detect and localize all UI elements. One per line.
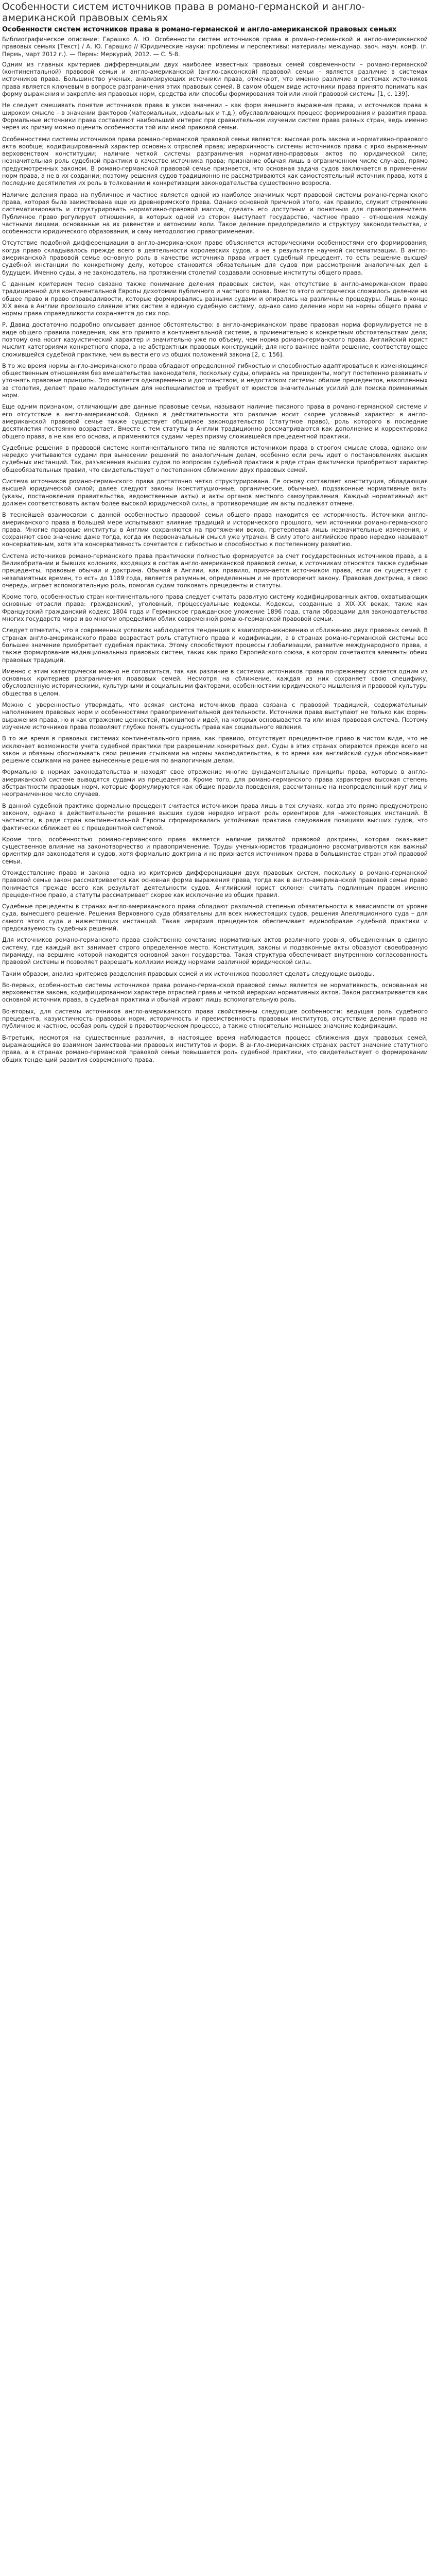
article-paragraph: Во-первых, особенностью системы источников права романо-германской правовой семьи является ее нормативность, основанная на верховенстве закона, кодифицированном характере отраслей права и четкой иерархии нормативных актов. Закон рассматривается как основной источник права, а судебная практика и обычай играют лишь вспомогательную роль.	[2, 981, 428, 1004]
article-paragraph: Кроме того, особенностью стран континентального права следует считать развитую систему кодифицированных актов, охватывающих основные отрасли права: гражданский, уголовный, процессуальные кодексы. Кодексы, созданные в XIX–XX веках, такие как Французский гражданский кодекс 1804 года и Германское гражданское уложение 1896 года, стали образцами для законодательства многих государств мира и во многом определили облик современной романо-германской правовой семьи.	[2, 594, 428, 623]
article-paragraph: Система источников романо-германского права достаточно четко структурирована. Ее основу составляет конституция, обладающая высшей юридической силой; далее следуют законы (конституционные, органические, обычные), подзаконные нормативные акты (указы, постановления правительства, ведомственные акты) и акты органов местного самоуправления. Каждый нормативный акт должен соответствовать актам более высокой юридической силы, а противоречащие им акты подлежат отмене.	[2, 478, 428, 507]
article-paragraph: Система источников романо-германского права практически полностью формируется за счет государственных источников права, а в Великобритании и бывших колониях, входящих в состав англо-американской правовой семьи, к источникам относятся также судебные прецеденты, правовые обычаи и доктрина. Обычай в Англии, как правило, признается источником права, если он существует с незапамятных времен, то есть до 1189 года, является разумным, определенным и не противоречит закону. Правовая доктрина, в свою очередь, играет вспомогательную роль, помогая судам толковать прецеденты и статуты.	[2, 552, 428, 589]
article-paragraph: В то же время нормы англо-американского права обладают определенной гибкостью и способностью адаптироваться к изменяющимся общественным отношениям без вмешательства законодателя, поскольку суды, опираясь на прецеденты, могут постепенно развивать и уточнять правовые принципы. Это является одновременно и достоинством, и недостатком системы: обилие прецедентов, накопленных за столетия, делает право малодоступным для неспециалистов и требует от юристов значительных усилий для поиска применимых норм.	[2, 362, 428, 399]
article-paragraph: Особенностями системы источников права романо-германской правовой семьи являются: высокая роль закона и нормативно-правового акта вообще; кодифицированный характер основных отраслей права; иерархичность системы источников права с ярко выраженным верховенством конституции; наличие четкой системы разграничения нормативно-правовых актов по юридической силе; незначительная роль судебной практики в качестве источника права; признание обычая лишь в ограниченном числе случаев, прямо предусмотренных законом. В романо-германской правовой семье признается, что основная задача судов заключается в применении норм права, а не в их создании; поэтому решения судов традиционно не рассматриваются как самостоятельный источник права, хотя в последние десятилетия их роль в толковании и конкретизации законодательства существенно возросла.	[2, 135, 428, 187]
article-paragraph: Именно с этим категорически можно не согласиться, так как различие в системах источников права по-прежнему остается одним из основных критериев разграничения правовых семей. Несмотря на сближение, каждая из них сохраняет свою специфику, обусловленную историческими, культурными и социальными факторами, особенностями юридического мышления и правовой культуры общества в целом.	[2, 668, 428, 697]
article-paragraph: В данной судебной практике формально прецедент считается источником права лишь в тех случаях, когда это прямо предусмотрено законом, однако в действительности решения высших судов нередко играют роль ориентиров для нижестоящих инстанций. В частности, в ряде стран континентальной Европы сформировалась устойчивая практика следования позициям высших судов, что фактически сближает ее с прецедентной системой.	[2, 802, 428, 832]
article-paragraph: Еще одним признаком, отличающим две данные правовые семьи, называют наличие писаного права в романо-германской системе и его отсутствие в англо-американской. Однако в действительности это различие носит скорее условный характер: в англо-американской правовой семье также существует обширное законодательство (статутное право), роль которого в последние десятилетия постоянно возрастает. Вместе с тем статуты в Англии традиционно рассматриваются как дополнение и корректировка общего права, а не как его основа, и применяются судами через призму сложившейся прецедентной практики.	[2, 403, 428, 440]
article-paragraph: Одним из главных критериев дифференциации двух наиболее известных правовых семей современности – романо-германской (континентальной) правовой семьи и англо-американской (англо-саксонской) правовой семьи – является различие в системах источников права. Большинство ученых, анализирующих источники права, отмечают, что именно различие в системах источников права является ключевым в вопросе разграничения этих правовых семей. В самом общем виде источники права принято понимать как форму выражения и закрепления правовых норм, средства или способы формирования той или иной правовой системы [1, с. 139].	[2, 61, 428, 98]
article-body	[2, 61, 428, 1064]
bibliographic-description: Библиографическое описание: Гарашко А. Ю. Особенности систем источников права в романо-германской и англо-американской правовых семьях [Текст] / А. Ю. Гарашко // Юридические науки: проблемы и перспективы: материалы междунар. заоч. науч. конф. (г. Пермь, март 2012 г.). — Пермь: Меркурий, 2012. — С. 5-8.	[2, 36, 428, 58]
article-paragraph: Кроме того, особенностью романо-германского права является наличие развитой правовой доктрины, которая оказывает существенное влияние на законотворчество и правоприменение. Труды ученых-юристов традиционно рассматриваются как важный ориентир для законодателя и судов, хотя формально доктрина и не признается источником права в большинстве стран этой правовой семьи.	[2, 836, 428, 865]
article-paragraph: Во-вторых, для системы источников англо-американского права свойственны следующие особенности: ведущая роль судебного прецедента, казуистичность правовых норм, историчность и преемственность правовых институтов, отсутствие деления права на публичное и частное, особая роль судей в правотворческом процессе, а также относительно меньшее значение кодификации.	[2, 1008, 428, 1030]
article-paragraph: Таким образом, анализ критериев разделения правовых семей и их источников позволяет сделать следующие выводы.	[2, 970, 375, 977]
article-paragraph: Формально в нормах законодательства и находят свое отражение многие фундаментальные принципы права, которые в англо-американской системе выводятся судами из прецедентов. Кроме того, для романо-германского права характерна высокая степень абстрактности правовых норм, которые формулируются как общие правила поведения, рассчитанные на неопределенный круг лиц и неограниченное число случаев.	[2, 769, 428, 798]
article-paragraph: В теснейшей взаимосвязи с данной особенностью правовой семьи общего права находится ее историчность. Источники англо-американского права в большей мере испытывают влияние традиций и исторического прошлого, чем источники романо-германского права. Многие правовые институты в Англии сохраняются на протяжении веков, претерпевая лишь незначительные изменения, и сохраняют свое значение даже тогда, когда их первоначальный смысл уже утрачен. В силу этого английское право нередко называют консервативным, хотя эта консервативность сочетается с гибкостью и способностью к постепенному развитию.	[2, 512, 428, 548]
article-paragraph: В-третьих, несмотря на существенные различия, в настоящее время наблюдается процесс сближения двух правовых семей, выражающийся во взаимном заимствовании правовых институтов и форм. В англо-американских странах растет значение статутного права, а в странах романо-германской правовой семьи повышается роль судебной практики, что свидетельствует о формировании общих тенденций развития современного права.	[2, 1034, 428, 1063]
article-paragraph: Для источников романо-германского права свойственно сочетание нормативных актов различного уровня, объединенных в единую систему, где каждый акт занимает строго определенное место. Конституция, законы и подзаконные акты образуют своеобразную пирамиду, на вершине которой находится основной закон государства. Такая структура обеспечивает внутреннюю согласованность правовой системы и позволяет разрешать коллизии между нормами различной юридической силы.	[2, 937, 428, 966]
article-paragraph: В то же время в правовых системах континентального права, как правило, отсутствует прецедентное право в чистом виде, что не исключает возможности учета судебной практики при разрешении конкретных дел. Суды в этих странах опираются прежде всего на закон и обязаны обосновывать свои решения ссылками на нормы законодательства, в то время как английский судья обосновывает решение ссылками на ранее вынесенные решения по аналогичным делам.	[2, 735, 428, 765]
article-heading: Особенности систем источников права в романо-германской и англо-американской правовых семьях	[2, 26, 397, 33]
article-paragraph: Судебные решения в правовой системе континентального типа не являются источником права в строгом смысле слова, однако они нередко учитываются судами при вынесении решений по аналогичным делам, особенно если речь идет о постановлениях высших судебных инстанций. Так, разъяснения высших судов по вопросам судебной практики в ряде стран фактически приобретают характер общеобязательных правил, что свидетельствует о постепенном сближении двух правовых семей.	[2, 444, 428, 473]
page-title: Особенности систем источников права в романо-германской и англо-американской правовых семьях	[2, 1, 365, 24]
article-paragraph: Наличие деления права на публичное и частное является одной из наиболее значимых черт правовой системы романо-германского права, которая была заимствована еще из древнеримского права. Однако основной причиной этого, как правило, служит стремление систематизировать и структурировать нормативно-правовой массив, сделать его доступным и понятным для правоприменителя. Публичное право регулирует отношения, в которых одной из сторон выступает государство, частное право – отношения между частными лицами, основанные на их равенстве и автономии воли. Такое деление предопределило и структуру законодательства, и особенности юридического образования, и саму методологию правоприменения.	[2, 191, 428, 235]
article-paragraph: С данным критерием тесно связано также понимание деления правовых систем, как отсутствие в англо-американском праве традиционной для континентальной Европы дихотомии публичного и частного права. Вместо этого исторически сложилось деление на общее право и право справедливости, которые формировались разными судами и опирались на различные процедуры. Лишь в конце XIX века в Англии произошло слияние этих систем в единую судебную систему, однако само деление норм на нормы общего права и нормы права справедливости сохраняется до сих пор.	[2, 280, 428, 317]
article-paragraph: Отсутствие подобной дифференциации в англо-американском праве объясняется историческими особенностями его формирования, когда право складывалось прежде всего в деятельности королевских судов, а не в результате научной систематизации. В англо-американской правовой семье основную роль в качестве источника права играет судебный прецедент, то есть решение высшей судебной инстанции по конкретному делу, которое становится обязательным для судов при рассмотрении аналогичных дел в будущем. Именно суды, а не законодатель, на протяжении столетий создавали основные институты общего права.	[2, 240, 428, 276]
article-paragraph: Отождествление права и закона – одна из критериев дифференциации двух правовых систем, поскольку в романо-германской правовой семье закон рассматривается как основная форма выражения права, тогда как в англо-американской правовой семье право понимается прежде всего как результат деятельности судов. Английский юрист склонен считать подлинным правом именно прецедентное право, а статуты рассматривает скорее как исключение из общих правил.	[2, 869, 428, 899]
article-paragraph: Р. Давид достаточно подробно описывает данное обстоятельство: в англо-американском праве правовая норма формулируется не в виде общего правила поведения, как это принято в континентальной системе, а применительно к конкретным обстоятельствам дела; поэтому она носит казуистический характер и значительно уже по объему, чем норма романо-германского права. Английский юрист мыслит категориями конкретного спора, а не абстрактных правовых конструкций; для него важнее найти решение, соответствующее сложившейся судебной практике, чем вывести его из общих положений закона [2, с. 156].	[2, 321, 428, 358]
article-paragraph: Следует отметить, что в современных условиях наблюдается тенденция к взаимопроникновению и сближению двух правовых семей. В странах англо-американского права возрастает роль статутного права и кодификации, а в странах романо-германской системы все большее значение приобретает судебная практика. Этому способствуют процессы глобализации, развитие международного права, а также формирование наднациональных правовых систем, таких как право Европейского союза, в котором сочетаются элементы обеих правовых традиций.	[2, 627, 428, 664]
article-paragraph: Не следует смешивать понятие источников права в узком значении – как форм внешнего выражения права, и источников права в широком смысле – в значении факторов (материальных, идеальных и т.д.), обуславливающих процесс формирования и развития права. Формальные источники права составляют наибольший интерес при сравнительном изучении систем права разных стран, ведь именно через их призму можно оценить особенности той или иной правовой семьи.	[2, 102, 428, 131]
article-paragraph: Можно с уверенностью утверждать, что всякая система источников права связана с правовой традицией, содержательным наполнением правовых норм и особенностями правоприменительной деятельности. Источники права выступают не только как формы выражения права, но и как отражение ценностей, принципов и идей, на которых основывается та или иная правовая система. Поэтому изучение источников права позволяет глубже понять сущность права как социального явления.	[2, 702, 428, 731]
article-paragraph: Судебные прецеденты в странах англо-американского права обладают различной степенью обязательности в зависимости от уровня суда, вынесшего решение. Решения Верховного суда обязательны для всех нижестоящих судов, решения Апелляционного суда – для самого этого суда и нижестоящих инстанций. Такая иерархия прецедентов обеспечивает единообразие судебной практики и предсказуемость судебных решений.	[2, 903, 428, 933]
